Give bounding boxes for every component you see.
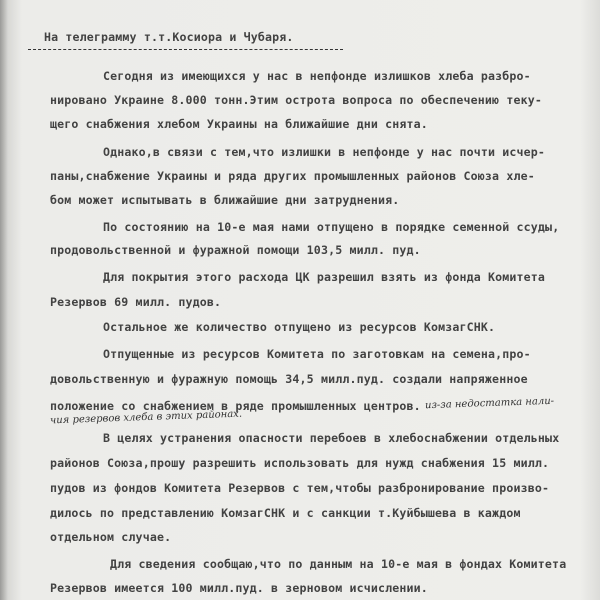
- text-line: пудов из фондов Комитета Резервов с тем,чтобы разбронирование произво-: [50, 481, 550, 495]
- text-line: Сегодня из имеющихся у нас в непфонде излишков хлеба разбро-: [103, 69, 531, 83]
- text-line: Отпущенные из ресурсов Комитета по заготовкам на семена,про-: [103, 347, 531, 361]
- text-line: довольственную и фуражную помощь 34,5 милл.пуд. создали напряженное: [50, 372, 528, 386]
- text-line: Резервов имеется 100 милл.пуд. в зерновом исчислении.: [50, 581, 428, 595]
- document-title: На телеграмму т.т.Косиора и Чубаря.: [44, 30, 294, 44]
- text-line: отдельном случае.: [50, 530, 172, 544]
- text-line: В целях устранения опасности перебоев в хлебоснабжении отдельных: [103, 431, 560, 445]
- text-line: Для покрытия этого расхода ЦК разрешил взять из фонда Комитета: [103, 270, 546, 284]
- text-line: Для сведения сообщаю,что по данным на 10-е мая в фондах Комитета: [110, 557, 567, 571]
- text-line: районов Союза,прошу разрешить использовать для нужд снабжения 15 милл.: [50, 456, 550, 470]
- text-line: По состоянию на 10-е мая нами отпущено в порядке семенной ссуды,: [103, 220, 560, 234]
- text-line: Резервов 69 милл. пудов.: [50, 295, 222, 309]
- text-line: нировано Украине 8.000 тонн.Этим острота вопроса по обеспечению теку-: [50, 93, 542, 107]
- text-line: положение со снабжением в ряде промышленных центров.: [50, 399, 421, 413]
- text-line: бом может испытывать в ближайшие дни затруднения.: [50, 193, 400, 207]
- title-underline: [28, 49, 343, 50]
- text-line: Однако,в связи с тем,что излишки в непфонде у нас почти исчер-: [103, 145, 546, 159]
- text-line: паны,снабжение Украины и ряда других промышленных районов Союза хле-: [50, 169, 535, 183]
- text-line: продовольственной и фуражной помощи 103,5 милл. пуд.: [50, 243, 421, 257]
- text-line: Остальное же количество отпущено из ресурсов КомзагСНК.: [103, 320, 496, 334]
- text-line: щего снабжения хлебом Украины на ближайшие дни снята.: [50, 117, 428, 131]
- handwritten-note: чия резервов хлеба в этих районах.: [49, 408, 243, 427]
- handwritten-note: из-за недостатка нали-: [424, 395, 555, 412]
- text-line: дилось по представлению КомзагСНК и с санкции т.Куйбышева в каждом: [50, 506, 521, 520]
